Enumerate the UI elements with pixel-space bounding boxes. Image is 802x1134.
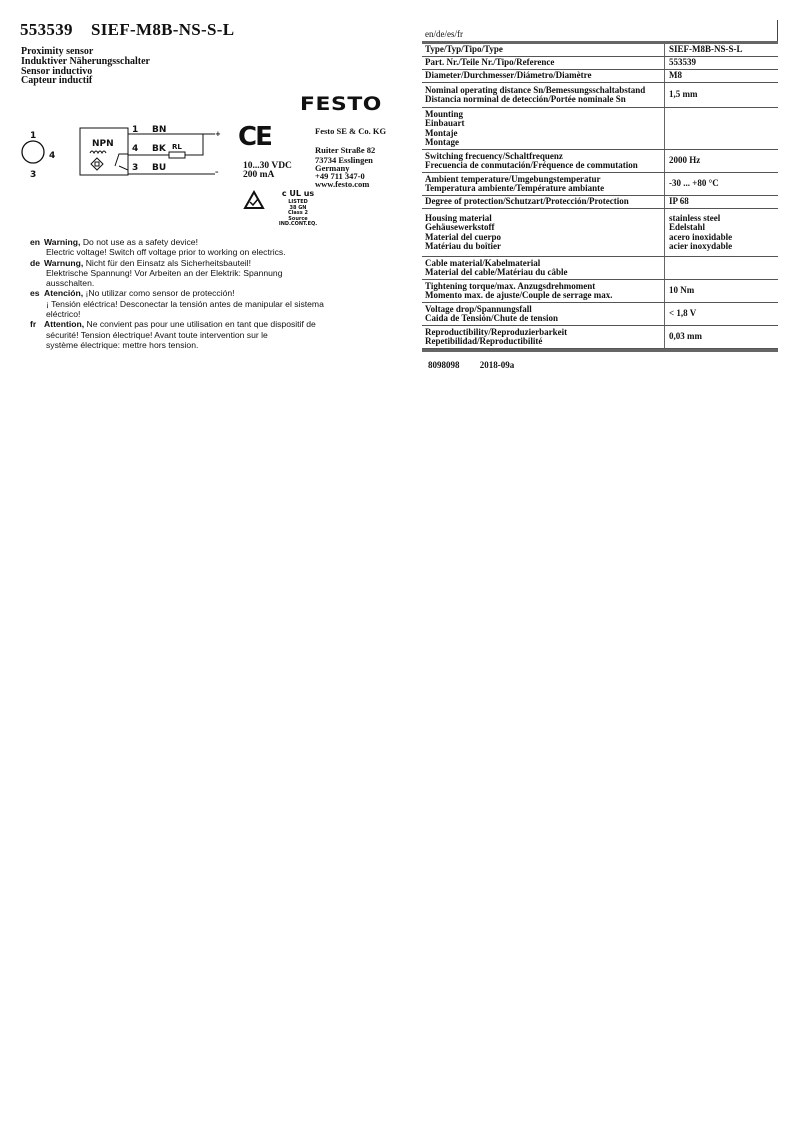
spec-label: [422, 83, 665, 107]
part-number: 553539: [20, 20, 73, 39]
product-type: SIEF-M8B-NS-S-L: [91, 20, 235, 39]
spec-label-line: Switching frecuency/Schaltfrequenz: [425, 150, 563, 161]
subtitle-en: Proximity sensor: [21, 46, 94, 57]
warning-detail: sécurité! Tension électrique! Avant toute intervention sur le système électrique: mettre hors tension.: [46, 329, 268, 350]
wire-bk-label: BK: [152, 144, 166, 154]
plus-sign: +: [215, 130, 221, 138]
warning-detail: Elektrische Spannung! Vor Arbeiten an der Elektrik: Spannung ausschalten.: [46, 267, 283, 289]
wire-3-num: 3: [132, 163, 139, 173]
ul-class: Class 2 Source: [288, 210, 308, 222]
spec-label: [422, 257, 665, 279]
spec-label: [422, 70, 665, 82]
spec-label: [422, 209, 665, 256]
ul-category: IND.CONT.EQ.: [278, 221, 318, 227]
spec-value-line: 2000 Hz: [669, 155, 701, 166]
warning-text: Do not use as a safety device!: [82, 237, 198, 247]
spec-label-line: Momento max. de ajuste/Couple de serrage max.: [425, 290, 613, 300]
spec-value: [665, 196, 778, 208]
spec-value-line: < 1,8 V: [669, 308, 697, 319]
rcm-mark-icon: [243, 190, 265, 210]
footer: [428, 360, 514, 370]
spec-label-line: Material del cable/Matériau du câble: [425, 267, 568, 277]
spec-label: [422, 173, 665, 195]
spec-value: [665, 44, 778, 56]
pin-3-label: 3: [30, 170, 37, 180]
minus-sign: –: [215, 168, 219, 176]
warning-text: Nicht für den Einsatz als Sicherheitsbauteil!: [85, 257, 251, 268]
warnings: [30, 237, 360, 350]
warning-title: Atención,: [44, 288, 84, 299]
spec-row: [422, 173, 778, 196]
warning-text: Ne convient pas pour une utilisation en tant que dispositif de: [86, 319, 316, 330]
warning-title: Warning,: [44, 237, 81, 247]
festo-logo: FESTO: [300, 93, 382, 115]
divider: [422, 349, 778, 352]
doc-number: 8098098: [428, 360, 460, 370]
spec-label-line: Reproductibility/Reproduzierbarkeit: [425, 326, 568, 337]
warning-detail: ¡ Tensión eléctrica! Desconectar la tensión antes de manipular el sistema eléctrico!: [46, 298, 324, 320]
spec-label-line: Repetibilidad/Reproductibilité: [425, 336, 543, 346]
spec-value: [665, 150, 778, 172]
address-phone: +49 711 347-0: [315, 171, 365, 181]
warning-es: [30, 288, 360, 319]
lang-code: es: [30, 288, 40, 299]
spec-value: [665, 209, 778, 256]
spec-value: [665, 173, 778, 195]
spec-value-line: 553539: [669, 57, 696, 68]
company-name: Festo SE & Co. KG: [315, 126, 387, 136]
spec-label: [422, 280, 665, 302]
spec-value: [665, 303, 778, 325]
spec-row: [422, 257, 778, 280]
wire-1-num: 1: [132, 125, 139, 135]
ce-mark: CE: [238, 122, 271, 152]
pin-1-label: 1: [30, 131, 37, 141]
spec-label: [422, 57, 665, 69]
ul-code: 38 GN: [289, 204, 307, 211]
spec-value-line: 10 Nm: [669, 285, 695, 296]
address-city: 73734 Esslingen: [315, 155, 373, 165]
spec-row: [422, 70, 778, 83]
spec-row: [422, 280, 778, 303]
wiring-diagram: [15, 118, 235, 188]
wire-bn-label: BN: [152, 125, 167, 135]
subtitle-es: Sensor inductivo: [21, 66, 93, 77]
spec-label-line: Nominal operating distance Sn/Bemessungsschaltabstand: [425, 84, 646, 95]
spec-row: [422, 150, 778, 173]
spec-value-line: acier inoxydable: [669, 241, 733, 251]
supply-current: 200 mA: [243, 170, 275, 180]
spec-label-line: Tightening torque/max. Anzugsdrehmoment: [425, 280, 596, 291]
spec-row: [422, 326, 778, 349]
spec-value: [665, 326, 778, 348]
spec-value: [665, 57, 778, 69]
spec-value: [665, 83, 778, 107]
spec-label-line: Type/Typ/Tipo/Type: [425, 44, 503, 55]
spec-label-line: Mounting: [425, 108, 464, 119]
spec-value-line: -30 ... +80 °C: [669, 178, 719, 189]
subtitle-fr: Capteur inductif: [21, 75, 93, 86]
spec-label-line: Matériau du boîtier: [425, 241, 501, 251]
warning-detail: Electric voltage! Switch off voltage prior to working on electrics.: [46, 247, 286, 258]
ul-mark: [278, 187, 318, 228]
spec-label-line: Montaje: [425, 127, 458, 138]
spec-label-line: Cable material/Kabelmaterial: [425, 257, 541, 268]
spec-label-line: Caida de Tensión/Chute de tension: [425, 313, 559, 323]
spec-value: [665, 108, 778, 149]
pin-4-label: 4: [49, 151, 56, 161]
spec-value-line: stainless steel: [669, 212, 721, 223]
spec-label-line: Gehäusewerkstoff: [425, 222, 495, 232]
spec-label-line: Housing material: [425, 212, 492, 223]
warning-text: ¡No utilizar como sensor de protección!: [85, 288, 235, 299]
warning-fr: [30, 319, 360, 350]
spec-label-line: Montage: [425, 137, 459, 147]
address-country: Germany: [315, 163, 350, 173]
spec-row: [422, 44, 778, 57]
spec-row: [422, 83, 778, 108]
spec-value: [665, 70, 778, 82]
lang-code: de: [30, 257, 41, 268]
connector-icon: [22, 141, 44, 163]
spec-row: [422, 209, 778, 257]
supply-voltage: 10...30 VDC: [243, 161, 292, 171]
doc-version: 2018-09a: [479, 360, 515, 370]
spec-value: [665, 257, 778, 279]
spec-label: [422, 196, 665, 208]
ul-logo: c UL us: [281, 189, 315, 198]
ul-listed: LISTED: [288, 199, 308, 205]
spec-label-line: Degree of protection/Schutzart/Protección/Protection: [425, 196, 629, 207]
spec-value-line: 0,03 mm: [669, 331, 702, 342]
spec-label: [422, 303, 665, 325]
spec-label: [422, 326, 665, 348]
wire-bu-label: BU: [152, 163, 167, 173]
spec-value: [665, 280, 778, 302]
spec-value-line: M8: [669, 70, 682, 81]
npn-label: NPN: [92, 139, 114, 149]
warning-en: [30, 237, 360, 258]
spec-label-line: Einbauart: [425, 118, 465, 128]
spec-row: [422, 108, 778, 150]
spec-value-line: IP 68: [669, 196, 689, 207]
spec-label-line: Voltage drop/Spannungsfall: [425, 303, 532, 314]
lang-code: fr: [30, 319, 37, 330]
languages-label: en/de/es/fr: [425, 29, 463, 39]
spec-row: [422, 57, 778, 70]
spec-label-line: Temperatura ambiente/Température ambiante: [425, 183, 605, 193]
warning-title: Warnung,: [44, 257, 84, 268]
spec-value-line: SIEF-M8B-NS-S-L: [669, 44, 743, 55]
spec-label: [422, 108, 665, 149]
address-web: www.festo.com: [315, 179, 370, 189]
warning-title: Attention,: [44, 319, 85, 330]
address-street: Ruiter Straße 82: [315, 145, 376, 155]
spec-label-line: Material del cuerpo: [425, 231, 501, 242]
warning-de: [30, 258, 360, 289]
spec-value-line: Edelstahl: [669, 222, 706, 232]
spec-label-line: Diameter/Durchmesser/Diámetro/Diamètre: [425, 70, 592, 81]
spec-label: [422, 44, 665, 56]
spec-label: [422, 150, 665, 172]
wire-4-num: 4: [132, 144, 139, 154]
spec-value-line: acero inoxidable: [669, 231, 733, 242]
lang-code: en: [30, 237, 41, 247]
spec-row: [422, 196, 778, 209]
spec-label-line: Ambient temperature/Umgebungstemperatur: [425, 173, 601, 184]
spec-value-line: 1,5 mm: [669, 89, 698, 100]
subtitle-de: Induktiver Näherungsschalter: [21, 56, 150, 67]
spec-label-line: Distancia norminal de detección/Portée nominale Sn: [425, 94, 626, 104]
page-title: [20, 20, 234, 40]
spec-label-line: Part. Nr./Teile Nr./Tipo/Reference: [425, 57, 555, 68]
spec-table: [422, 28, 778, 352]
load-label: RL: [172, 143, 182, 151]
spec-label-line: Frecuencia de conmutación/Fréquence de commutation: [425, 160, 638, 170]
spec-row: [422, 303, 778, 326]
